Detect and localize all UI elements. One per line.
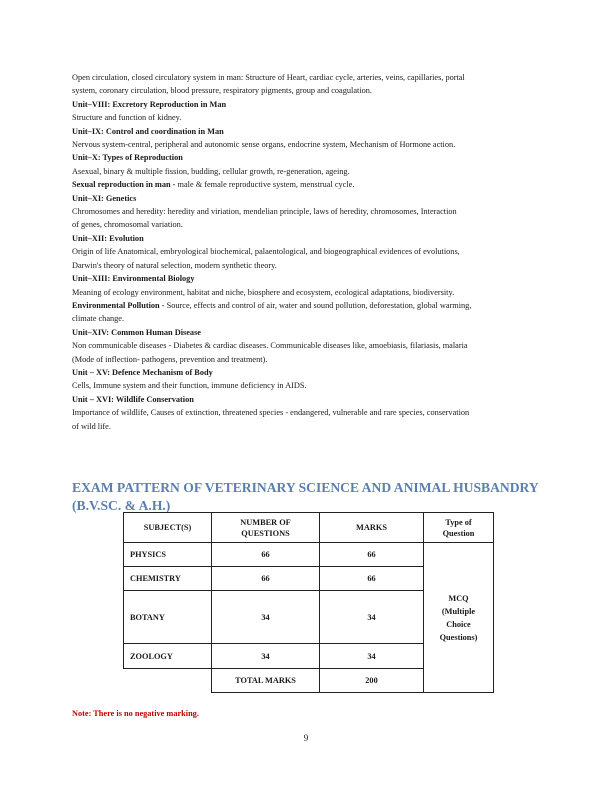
- unit-text: of genes, chromosomal variation.: [72, 220, 183, 230]
- sexual-reproduction-text: male & female reproductive system, menstrual cycle.: [177, 180, 355, 190]
- total-label-cell: TOTAL MARKS: [212, 669, 320, 693]
- question-type-line: Questions): [439, 632, 478, 642]
- header-questions-line: NUMBER OF: [240, 517, 291, 527]
- marks-cell: 66: [320, 543, 424, 567]
- intro-line: Open circulation, closed circulatory system in man: Structure of Heart, cardiac cycle, arteries, veins, capillaries, portal: [72, 73, 465, 82]
- unit-text: of wild life.: [72, 421, 111, 431]
- header-type: [424, 513, 494, 543]
- syllabus-text: [72, 71, 540, 433]
- header-marks: MARKS: [320, 513, 424, 543]
- unit-text: Asexual, binary & multiple fission, budding, cellular growth, re-generation, ageing.: [72, 166, 350, 176]
- env-pollution-text: climate change.: [72, 314, 125, 324]
- total-value-cell: 200: [320, 669, 424, 693]
- intro-line: system, coronary circulation, blood pressure, respiratory pigments, group and coagulation.: [72, 86, 372, 96]
- unit-heading: Unit–XI: Genetics: [72, 193, 137, 203]
- unit-text: Importance of wildlife, Causes of extinction, threatened species - endangered, vulnerable and rare species, conservation: [72, 408, 470, 418]
- page-number: 9: [303, 733, 309, 743]
- unit-heading: Unit–XII: Evolution: [72, 233, 144, 243]
- unit-text: Darwin's theory of natural selection, modern synthetic theory.: [72, 260, 277, 270]
- env-pollution-label: Environmental Pollution -: [72, 300, 167, 310]
- empty-cell: [124, 669, 212, 693]
- question-type-line: Choice: [446, 619, 471, 629]
- header-type-line: Question: [442, 528, 475, 538]
- unit-heading: Unit – XV: Defence Mechanism of Body: [72, 367, 213, 377]
- sexual-reproduction-line: [72, 178, 540, 191]
- exam-pattern-title: [72, 479, 552, 515]
- unit-heading: Unit–X: Types of Reproduction: [72, 153, 183, 163]
- exam-title-line: EXAM PATTERN OF VETERINARY SCIENCE AND ANIMAL HUSBANDRY: [72, 480, 539, 495]
- header-questions-line: QUESTIONS: [241, 528, 290, 538]
- subject-cell: BOTANY: [124, 591, 212, 644]
- env-pollution-text: Source, effects and control of air, water and sound pollution, deforestation, global warming,: [166, 300, 472, 310]
- unit-text: Chromosomes and heredity: heredity and viriation, mendelian principle, laws of heredity, chromosomes, Interaction: [72, 207, 457, 217]
- exam-pattern-table: [123, 512, 494, 693]
- questions-cell: 34: [212, 644, 320, 669]
- header-type-line: Type of: [445, 517, 472, 527]
- unit-heading: Unit–VIII: Excretory Reproduction in Man: [72, 99, 227, 109]
- subject-cell: ZOOLOGY: [124, 644, 212, 669]
- exam-title-line: (B.V.SC. & A.H.): [72, 498, 171, 513]
- env-pollution-line: [72, 299, 540, 312]
- table-row: [124, 543, 494, 567]
- unit-heading: Unit–IX: Control and coordination in Man: [72, 126, 224, 136]
- sexual-reproduction-label: Sexual reproduction in man -: [72, 180, 178, 190]
- unit-text: Nervous system-central, peripheral and autonomic sense organs, endocrine system, Mechanism of Hormone action.: [72, 140, 456, 150]
- questions-cell: 66: [212, 567, 320, 591]
- header-subject: SUBJECT(S): [124, 513, 212, 543]
- unit-text: Cells, Immune system and their function, immune deficiency in AIDS.: [72, 381, 307, 391]
- questions-cell: 66: [212, 543, 320, 567]
- questions-cell: 34: [212, 591, 320, 644]
- question-type-line: (Multiple: [441, 606, 476, 616]
- subject-cell: PHYSICS: [124, 543, 212, 567]
- table-header-row: [124, 513, 494, 543]
- marks-cell: 66: [320, 567, 424, 591]
- unit-heading: Unit–XIV: Common Human Disease: [72, 327, 201, 337]
- marks-cell: 34: [320, 591, 424, 644]
- unit-text: (Mode of inflection- pathogens, prevention and treatment).: [72, 354, 268, 364]
- unit-heading: Unit – XVI: Wildlife Conservation: [72, 394, 194, 404]
- unit-text: Non communicable diseases - Diabetes & cardiac diseases. Communicable diseases like, amoebiasis, filariasis, malaria: [72, 341, 468, 351]
- header-questions: [212, 513, 320, 543]
- unit-text: Origin of life Anatomical, embryological biochemical, palaentological, and biogeographical evidences of evolutions,: [72, 247, 460, 257]
- unit-text: Structure and function of kidney.: [72, 113, 182, 123]
- unit-heading: Unit–XIII: Environmental Biology: [72, 274, 195, 284]
- marks-cell: 34: [320, 644, 424, 669]
- negative-marking-note: Note: There is no negative marking.: [72, 709, 199, 718]
- subject-cell: CHEMISTRY: [124, 567, 212, 591]
- unit-text: Meaning of ecology environment, habitat and niche, biosphere and ecosystem, ecological adaptations, biodiversity.: [72, 287, 455, 297]
- question-type-line: MCQ: [448, 593, 469, 603]
- question-type-cell: [424, 543, 494, 693]
